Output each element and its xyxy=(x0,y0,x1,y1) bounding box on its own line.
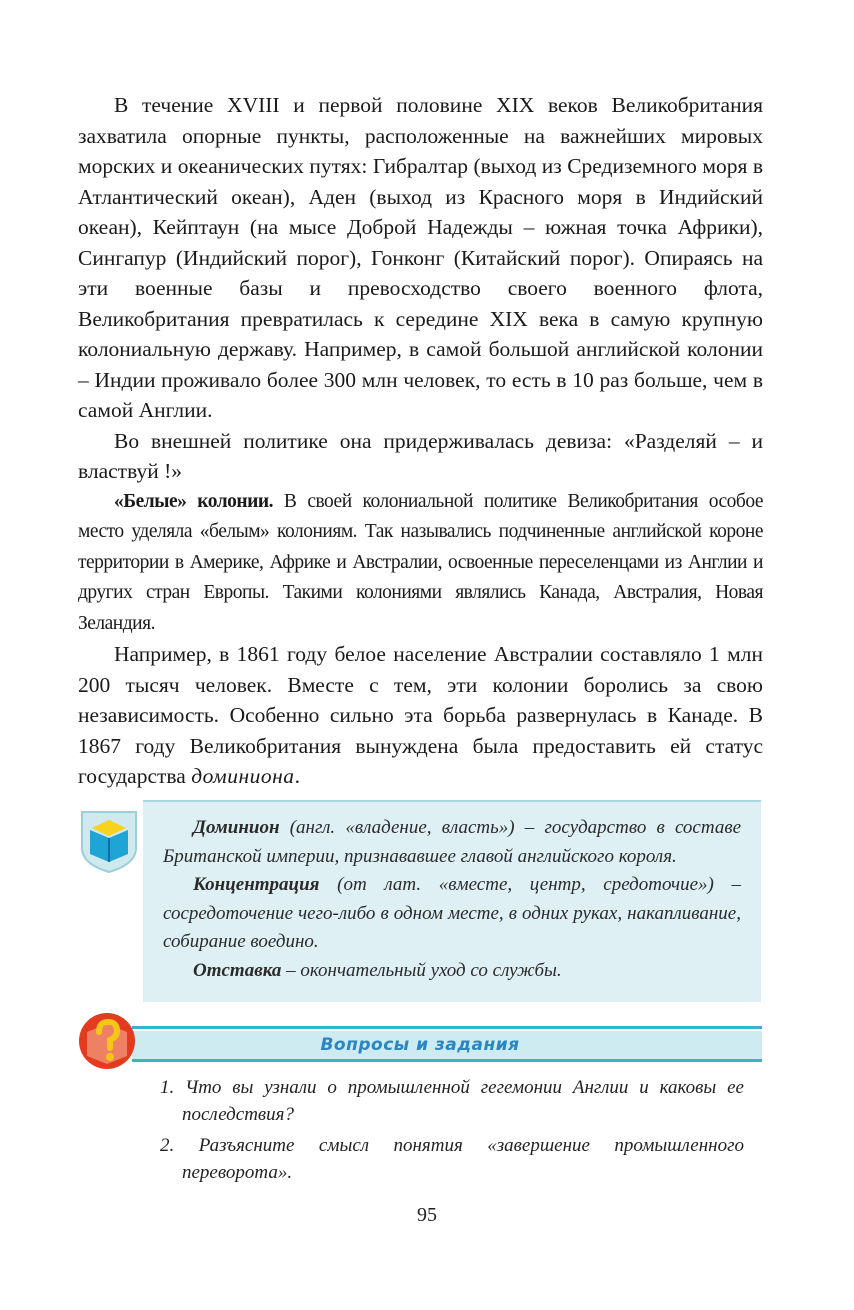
glossary-term: Концентрация xyxy=(193,874,320,895)
questions-title: Вопросы и задания xyxy=(320,1035,520,1055)
australia-canada-text: Например, в 1861 году белое население Австралии составляло 1 млн 200 тысяч человек. Вместе с тем, эти колонии боролись за свою независимость. Особенно сильно эта борьба развернулась в Канаде. В 1867 году Великобритания вынуждена была предоставить ей статус государства xyxy=(78,642,763,788)
white-colonies-heading: «Белые» колонии. xyxy=(114,490,274,512)
open-book-icon xyxy=(78,808,140,874)
paragraph-australia-canada xyxy=(78,639,763,792)
australia-canada-end: . xyxy=(294,764,300,788)
paragraph-white-colonies xyxy=(78,487,763,640)
glossary-term: Отставка xyxy=(193,959,282,981)
main-text xyxy=(78,90,763,792)
dominion-term: доминиона xyxy=(191,764,295,788)
glossary-definition: (от лат. «вместе, центр, средоточие») – сосредоточение чего-либо в одном месте, в одних руках, накапливание, собирание воедино. xyxy=(163,874,741,952)
glossary-entry-resignation xyxy=(163,957,741,986)
paragraph-colonial-bases: В течение XVIII и первой половине XIX веков Великобритания захватила опорные пункты, расположенные на важнейших мировых морских и океанических путях: Гибралтар (выход из Средиземного моря в Атлантический океан), Аден (выход из Красного моря в Индийский океан), Кейптаун (на мысе Доброй Надежды – южная точка Африки), Сингапур (Индийский порог), Гонконг (Китайский порог). Опираясь на эти военные базы и превосходство своего военного флота, Великобритания превратилась к середине XIX века в самую крупную колониальную державу. Например, в самой большой английской колонии – Индии проживало более 300 млн человек, то есть в 10 раз больше, чем в самой Англии. xyxy=(78,93,763,422)
page-number: 95 xyxy=(417,1204,437,1226)
glossary-box xyxy=(143,800,761,1002)
questions-list xyxy=(160,1074,744,1190)
glossary-entry-dominion xyxy=(163,814,741,871)
question-mark-icon xyxy=(77,1010,137,1072)
glossary-definition: (англ. «владение, власть») – государство в составе Британской империи, признававшее главой английского короля. xyxy=(163,817,741,867)
question-item: 1. Что вы узнали о промышленной гегемонии Англии и каковы ее последствия? xyxy=(160,1077,744,1125)
glossary-entry-concentration xyxy=(163,871,741,957)
questions-bar-top-line xyxy=(132,1026,762,1029)
paragraph-motto: Во внешней политике она придерживалась девиза: «Разделяй – и властвуй !» xyxy=(78,428,763,483)
white-colonies-text: В своей колониальной политике Великобритания особое место уделяла «белым» колониям. Так назывались подчиненные английской короне территории в Америке, Африке и Австралии, освоенные переселенцами из Англии и других стран Европы. Такими колониями являлись Канада, Австралия, Новая Зеландия. xyxy=(78,490,763,634)
glossary-term: Доминион xyxy=(193,817,280,838)
glossary-definition: – окончательный уход со службы. xyxy=(281,959,562,981)
question-item: 2. Разъясните смысл понятия «завершение промышленного переворота». xyxy=(160,1135,744,1183)
